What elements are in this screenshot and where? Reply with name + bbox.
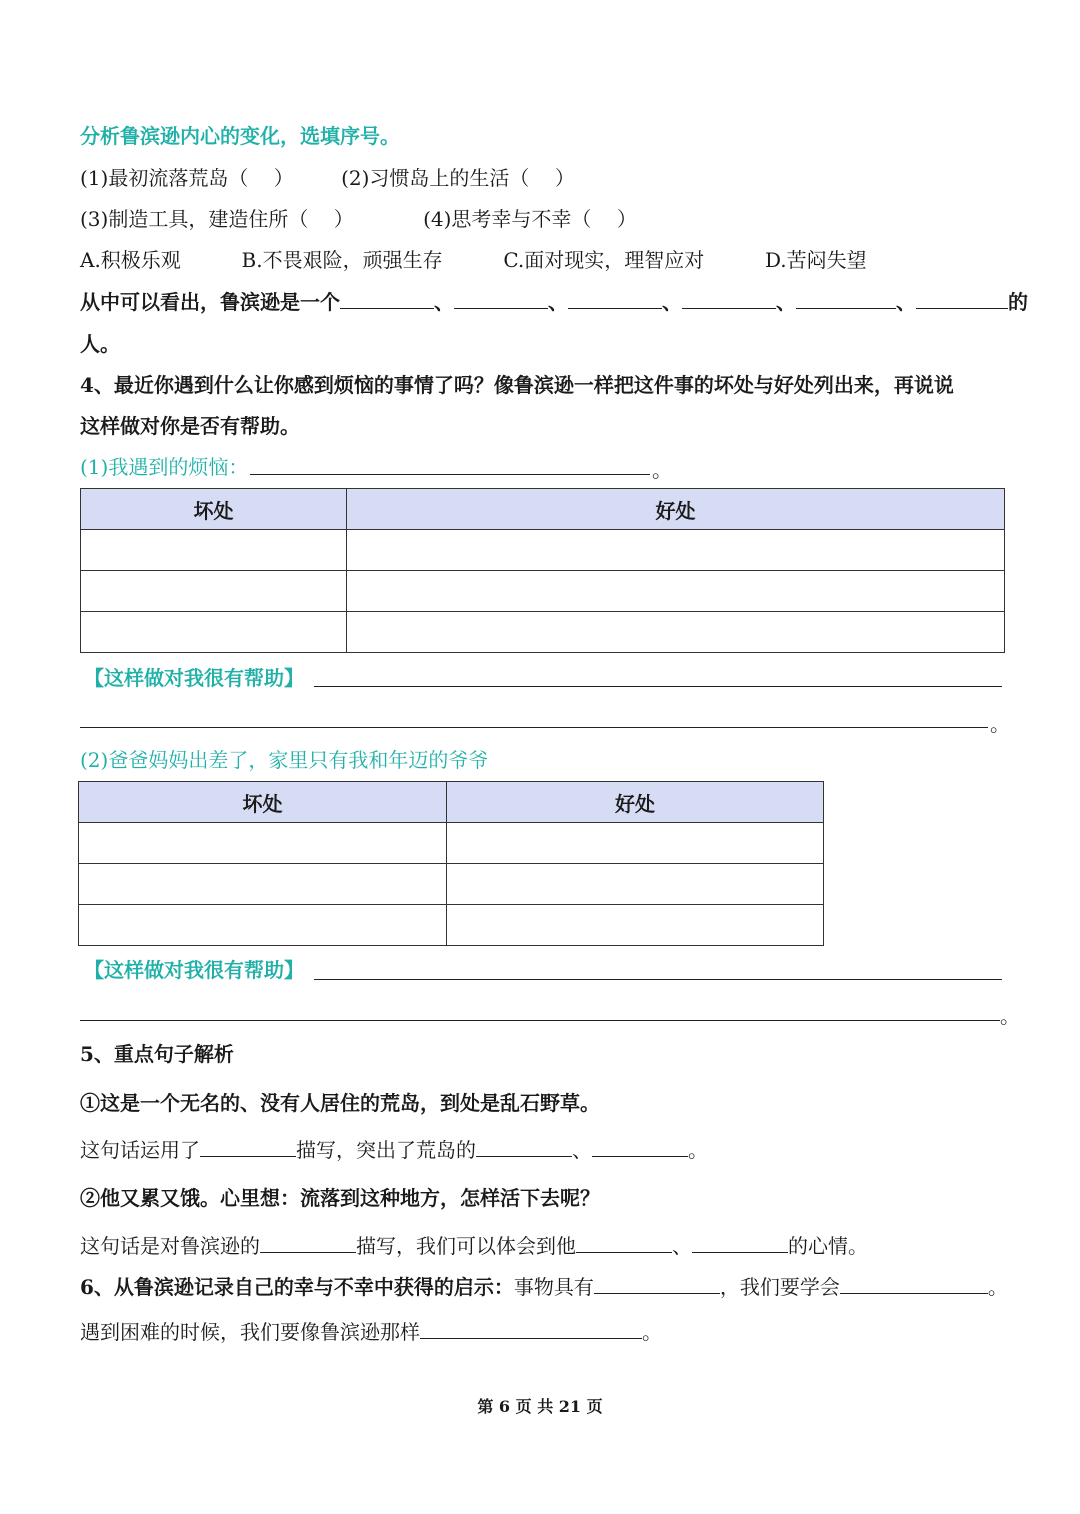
- table-cell[interactable]: [79, 864, 447, 905]
- q4-part2-label: (2)爸爸妈妈出差了，家里只有我和年迈的爷爷: [80, 748, 489, 772]
- table-cell[interactable]: [79, 905, 447, 946]
- answer-blank[interactable]: [340, 288, 434, 309]
- column-header-good: 好处: [347, 489, 1005, 530]
- q3-item-1: (1)最初流落荒岛: [80, 166, 229, 190]
- answer-blank[interactable]: [420, 1318, 642, 1339]
- answer-blank[interactable]: [476, 1136, 572, 1157]
- q5-title: 5、重点句子解析: [80, 1042, 234, 1066]
- period: 。: [1000, 1004, 1020, 1028]
- page-footer: 第 6 页 共 21 页: [477, 1397, 603, 1416]
- answer-paren[interactable]: （ ）: [509, 166, 575, 190]
- table-cell[interactable]: [447, 905, 824, 946]
- help-answer-line[interactable]: [314, 686, 1002, 687]
- help-label-2: 【这样做对我很有帮助】: [84, 958, 304, 982]
- q3-item-2: (2)习惯岛上的生活: [341, 166, 510, 190]
- q3-item-4: (4)思考幸与不幸: [423, 207, 572, 231]
- answer-blank[interactable]: [592, 1136, 688, 1157]
- q5-sentence-2: ②他又累又饿。心里想：流落到这种地方，怎样活下去呢？: [80, 1186, 600, 1210]
- period: 。: [652, 458, 672, 482]
- q5-sentence-2-analysis: 这句话是对鲁滨逊的 描写，我们可以体会到他 、 的心情。: [80, 1234, 868, 1258]
- help-answer-line[interactable]: [80, 1020, 1000, 1021]
- help-label-1: 【这样做对我很有帮助】: [84, 666, 304, 690]
- table-cell[interactable]: [347, 571, 1005, 612]
- answer-blank[interactable]: [594, 1273, 720, 1294]
- q6-line-1: 6、从鲁滨逊记录自己的幸与不幸中获得的启示：事物具有 ，我们要学会 。: [80, 1275, 1008, 1299]
- help-answer-line[interactable]: [314, 979, 1002, 980]
- answer-blank[interactable]: [796, 288, 896, 309]
- column-header-bad: 坏处: [81, 489, 347, 530]
- q4-part1-label: (1)我遇到的烦恼：: [80, 455, 249, 479]
- table-cell[interactable]: [447, 864, 824, 905]
- answer-blank[interactable]: [260, 1232, 356, 1253]
- answer-blank[interactable]: [454, 288, 548, 309]
- period: 。: [990, 712, 1010, 736]
- option-c: C.面对现实，理智应对: [503, 248, 705, 272]
- q3-instruction: 分析鲁滨逊内心的变化，选填序号。: [80, 124, 400, 148]
- answer-blank[interactable]: [200, 1136, 296, 1157]
- worry-answer-line[interactable]: [250, 474, 650, 475]
- q3-conclusion: 从中可以看出，鲁滨逊是一个 、 、 、 、 、 的: [80, 290, 1028, 314]
- q3-items-row-1: [80, 164, 573, 192]
- table-cell[interactable]: [81, 612, 347, 653]
- answer-paren[interactable]: （ ）: [571, 207, 637, 231]
- option-b: B.不畏艰险，顽强生存: [241, 248, 443, 272]
- answer-paren[interactable]: （ ）: [228, 166, 294, 190]
- help-answer-line[interactable]: [80, 727, 988, 728]
- q3-items-row-2: [80, 205, 635, 233]
- q5-sentence-1: ①这是一个无名的、没有人居住的荒岛，到处是乱石野草。: [80, 1091, 600, 1115]
- table-cell[interactable]: [447, 823, 824, 864]
- q3-options: [80, 246, 867, 274]
- table-cell[interactable]: [81, 530, 347, 571]
- q4-question-line-1: 4、最近你遇到什么让你感到烦恼的事情了吗？像鲁滨逊一样把这件事的坏处与好处列出来，再说说: [80, 373, 954, 397]
- q3-conclusion-end: 人。: [80, 332, 120, 356]
- q5-sentence-1-analysis: 这句话运用了 描写，突出了荒岛的 、 。: [80, 1138, 708, 1162]
- option-d: D.苦闷失望: [764, 248, 867, 272]
- table-cell[interactable]: [79, 823, 447, 864]
- answer-blank[interactable]: [692, 1232, 788, 1253]
- column-header-bad: 坏处: [79, 782, 447, 823]
- answer-blank[interactable]: [576, 1232, 672, 1253]
- q4-question-line-2: 这样做对你是否有帮助。: [80, 414, 300, 438]
- answer-blank[interactable]: [568, 288, 662, 309]
- table-cell[interactable]: [347, 612, 1005, 653]
- table-cell[interactable]: [347, 530, 1005, 571]
- answer-blank[interactable]: [916, 288, 1008, 309]
- option-a: A.积极乐观: [80, 248, 181, 272]
- pros-cons-table-2: [78, 781, 824, 946]
- answer-blank[interactable]: [682, 288, 776, 309]
- q6-line-2: 遇到困难的时候，我们要像鲁滨逊那样 。: [80, 1320, 662, 1344]
- column-header-good: 好处: [447, 782, 824, 823]
- table-cell[interactable]: [81, 571, 347, 612]
- answer-blank[interactable]: [840, 1273, 988, 1294]
- answer-paren[interactable]: （ ）: [288, 207, 354, 231]
- q3-item-3: (3)制造工具，建造住所: [80, 207, 289, 231]
- pros-cons-table-1: [80, 488, 1005, 653]
